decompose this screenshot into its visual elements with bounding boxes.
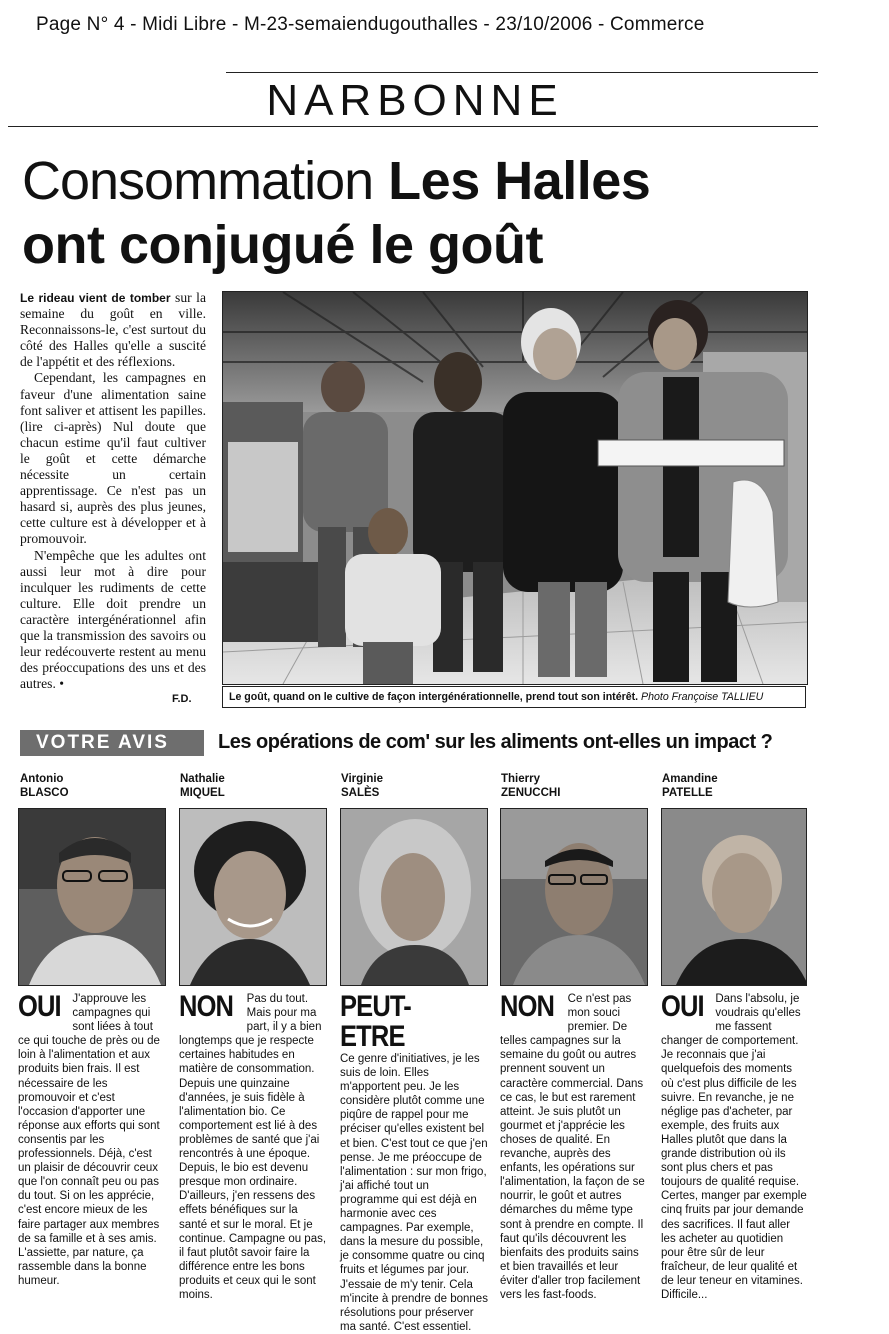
person-photo [179, 808, 327, 986]
person-last-name: ZENUCCHI [501, 787, 561, 799]
person-first-name: Virginie [341, 773, 383, 785]
portrait-illustration [19, 809, 165, 985]
headline-kicker: Consommation [22, 151, 374, 211]
answer-text: J'approuve les campagnes qui sont liées à tout ce qui touche de près ou de loin à l'alimentation et aux produits bien frais. Il est nécessaire de les promouvoir et c'est l'occasion d'apporter une réponse aux efforts qui sont consentis par les professionnels. Déjà, c'est un plaisir de découvrir ceux que l'on connaît peu ou pas du tout. Si on les apprécie, c'est encore mieux de les faire partager aux membres de sa famille et à ses amis. L'assiette, par nature, ça rassemble dans la bonne humeur. [18, 993, 160, 1287]
headline-line1 [22, 150, 650, 212]
answer-word: OUI [661, 990, 704, 1023]
intro-p1: sur la semaine du goût en ville. Reconnaissons-le, c'est surtout du côté des Halles qu'elle a suscité de l'appétit et des réflexions. [20, 290, 206, 370]
person-photo [340, 808, 488, 986]
headline-line2: ont conjugué le goût [22, 215, 543, 275]
answer-word: PEUT-ETRE [340, 990, 411, 1053]
person-answer [340, 992, 490, 1334]
photo-caption [222, 686, 806, 708]
person-photo [18, 808, 166, 986]
intro-lead: Le rideau vient de tomber [20, 291, 171, 305]
person-name [180, 772, 225, 800]
page-header-line: Page N° 4 - Midi Libre - M-23-semaiendugouthalles - 23/10/2006 - Commerce [36, 14, 705, 35]
market-photo-illustration [223, 292, 807, 684]
person-answer [500, 992, 648, 1302]
person-name [662, 772, 718, 800]
caption-credit: Photo Françoise TALLIEU [641, 691, 764, 703]
person-answer [661, 992, 807, 1302]
portrait-illustration [501, 809, 647, 985]
intro-article [20, 290, 206, 692]
answer-text: Dans l'absolu, je voudrais qu'elles me fassent changer de comportement. Je reconnais que j'ai quelquefois des moments où c'est plus difficile de les suivre. En revanche, je ne néglige pas d'acheter, par exemple, des fruits aux Halles plutôt que dans la grande distribution où ils sont plus chers et pas toujours de qualité requise. Certes, manger par exemple cinq fruits par jour demande des sacrifices. Il faut aller les acheter au quotidien pour être sûr de leur fraîcheur, de leur qualité et de leur teneur en vitamines. Difficile... [661, 993, 807, 1301]
headline-title-part1: Les Halles [388, 151, 651, 211]
person-last-name: SALÈS [341, 787, 380, 799]
person-answer [18, 992, 166, 1288]
person-name [501, 772, 560, 800]
portrait-illustration [341, 809, 487, 985]
person-answer [179, 992, 327, 1302]
person-photo [500, 808, 648, 986]
main-photo [222, 291, 808, 685]
person-last-name: BLASCO [20, 787, 69, 799]
person-last-name: MIQUEL [180, 787, 225, 799]
top-rule [226, 72, 818, 73]
person-first-name: Antonio [20, 773, 64, 785]
person-first-name: Amandine [662, 773, 718, 785]
answer-text: Pas du tout. Mais pour ma part, il y a bien longtemps que je respecte certaines habitudes en matière de consommation. Depuis une quinzaine d'années, je suis fidèle à l'alimentation bio. Ce comportement est lié à des problèmes de santé que j'ai rencontrés à une époque. Depuis, le bio est devenu presque mon ordinaire. D'ailleurs, j'en ressens des effets bénéfiques sur la santé et sur le moral. Et je continue. Campagne ou pas, il faut plutôt savoir faire la différence entre les bons produits et ceux qui le sont moins. [179, 993, 327, 1301]
person-photo [661, 808, 807, 986]
caption-text: Le goût, quand on le cultive de façon intergénérationnelle, prend tout son intérêt. [229, 691, 639, 703]
votre-avis-label: VOTRE AVIS [36, 732, 169, 753]
intro-p2: Cependant, les campagnes en faveur d'une alimentation saine font saliver et attisent les papilles. (lire ci-après) Nul doute que chacun estime qu'il faut cultiver le goût et cette démarche nécessite un certain apprentissage. Ce n'est pas un hasard si, auprès des plus jeunes, cette culture est à développer et à promouvoir. [20, 370, 206, 547]
answer-word: NON [500, 990, 555, 1023]
person-first-name: Thierry [501, 773, 540, 785]
answer-word: NON [179, 990, 234, 1023]
portrait-illustration [662, 809, 806, 985]
section-title: NARBONNE [266, 76, 564, 125]
intro-p3: N'empêche que les adultes ont aussi leur mot à dire pour inculquer les rudiments de cette culture. Elle doit prendre un caractère intergénérationnel afin que la transmission des savoirs ou leur redécouverte restent au menu des préoccupations des uns et des autres. • [20, 547, 206, 692]
answer-word: OUI [18, 990, 61, 1023]
person-first-name: Nathalie [180, 773, 225, 785]
person-name [341, 772, 383, 800]
section-rule [8, 126, 818, 127]
portrait-illustration [180, 809, 326, 985]
person-name [20, 772, 69, 800]
person-last-name: PATELLE [662, 787, 713, 799]
answer-text: Ce genre d'initiatives, je les suis de loin. Elles m'apportent peu. Je les considère plutôt comme une piqûre de rappel pour me préciser qu'elles existent bel et bien. C'est tout ce que j'en pense. Je me préoccupe de l'alimentation : sur mon frigo, j'ai affiché tout un programme qui est déjà en harmonie avec ces campagnes. Par exemple, dans la mesure du possible, je consomme quatre ou cinq fruits et légumes par jour. J'essaie de m'y tenir. Cela m'incite à prendre de bonnes résolutions pour préserver ma santé. C'est essentiel. [340, 1053, 488, 1333]
votre-avis-question: Les opérations de com' sur les aliments ont-elles un impact ? [218, 731, 773, 753]
intro-signature: F.D. [172, 693, 192, 705]
answer-text: Ce n'est pas mon souci premier. De telles campagnes sur la semaine du goût ou autres prennent souvent un caractère commercial. Dans ce cas, le but est rarement atteint. Je suis plutôt un gourmet et j'apprécie les choses de qualité. En revanche, auprès des enfants, les opérations sur l'alimentation, la façon de se nourrir, le goût et autres démarches du même type sont à prendre en compte. Il faut qu'ils découvrent les bienfaits des produits sains et bien travaillés et leur éviter d'aller trop facilement vers les fast-foods. [500, 993, 645, 1301]
